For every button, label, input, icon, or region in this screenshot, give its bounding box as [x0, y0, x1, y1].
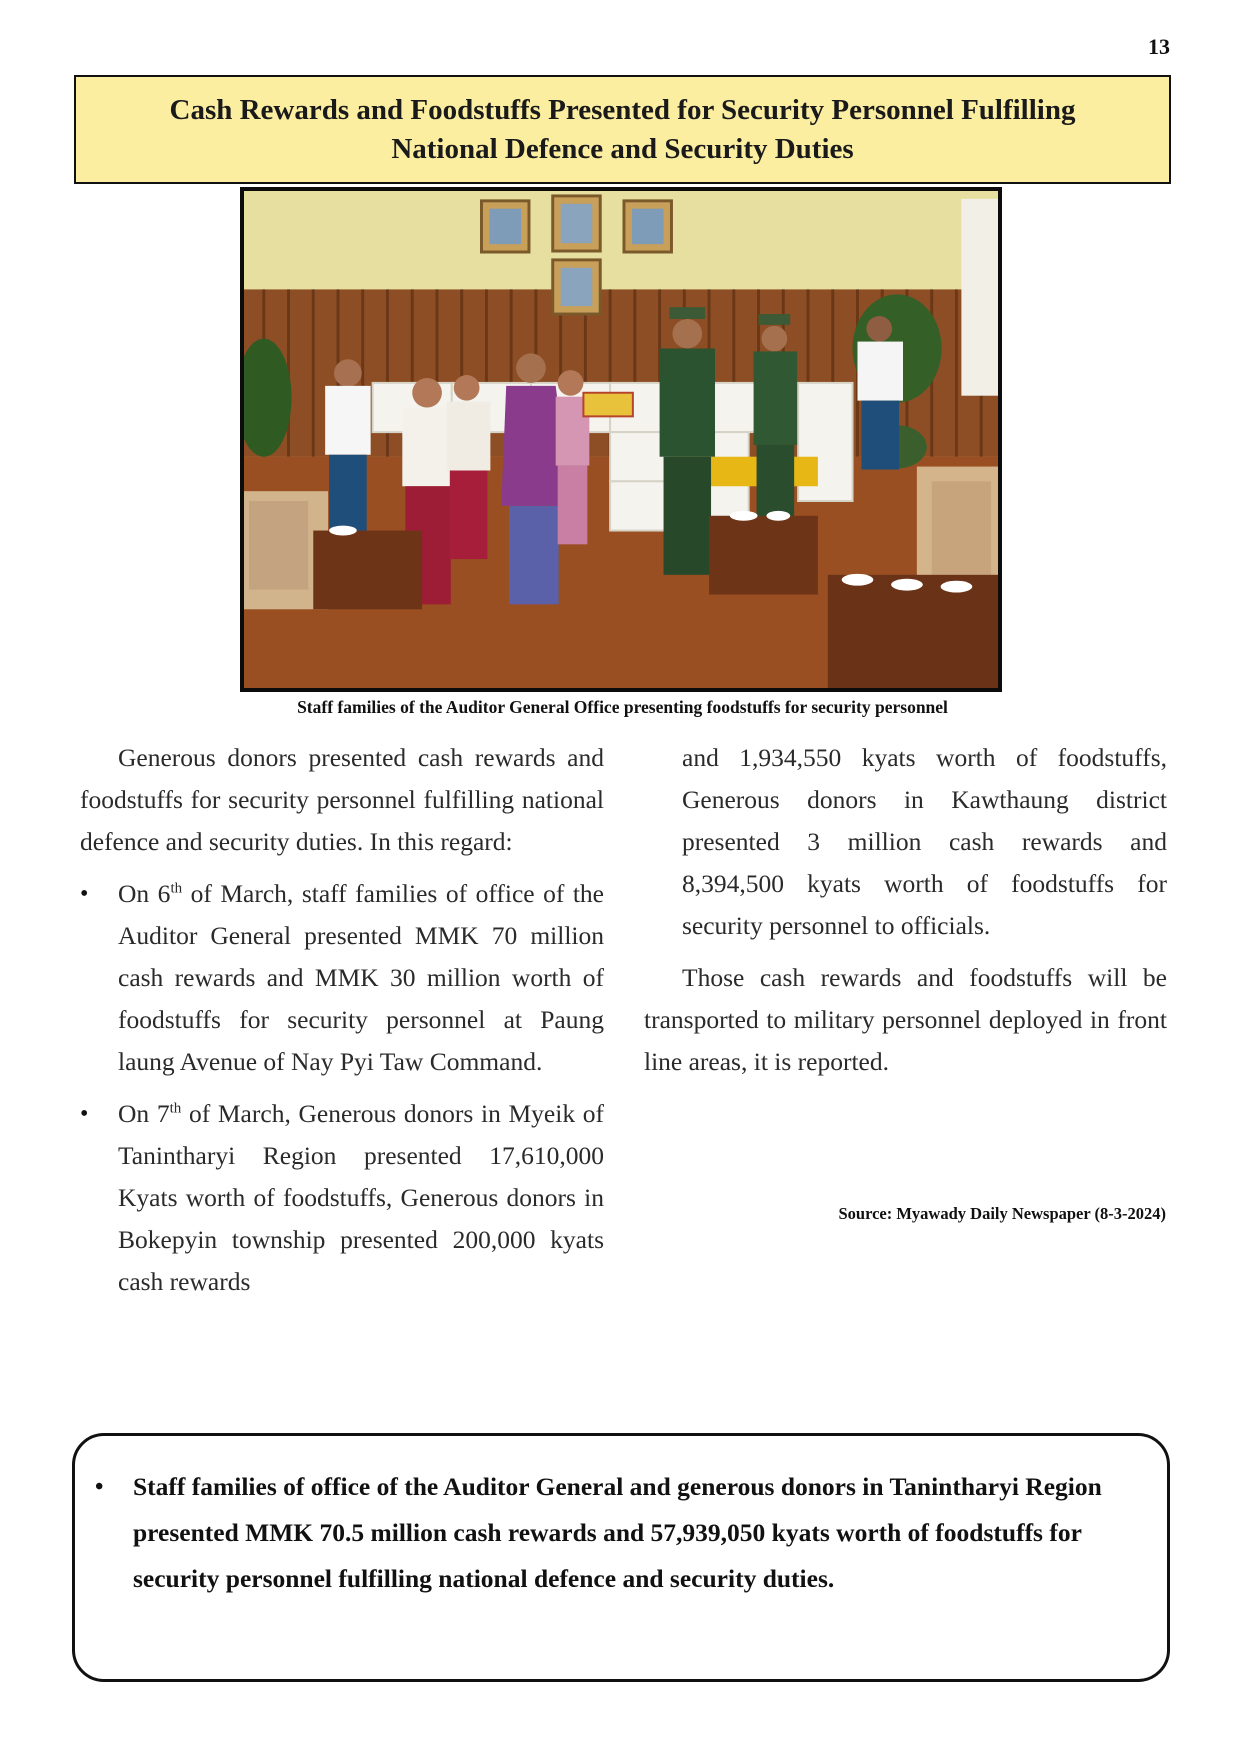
bullet-prefix: On 7: [118, 1099, 170, 1128]
bullet-text: of March, staff families of office of the Auditor General presented MMK 70 million cash rewards and MMK 30 million worth of foodstuffs for security personnel at Paung laung Avenue of Nay Pyi Taw Command.: [118, 879, 604, 1076]
side-table-left: [313, 531, 422, 610]
article-title: Cash Rewards and Foodstuffs Presented for Security Personnel Fulfilling National Defence and Security Duties: [169, 93, 1076, 165]
window: [961, 199, 998, 396]
continuation-paragraph: and 1,934,550 kyats worth of foodstuffs, Generous donors in Kawthaung district presented 3 million cash rewards and 8,394,500 kyats worth of foodstuffs for security personnel to officials.: [682, 743, 1167, 940]
side-table-right: [828, 575, 998, 688]
summary-text: • Staff families of office of the Auditor General and generous donors in Tanintharyi Region presented MMK 70.5 million cash rewards and 57,939,050 kyats worth of foodstuffs for security personnel fulfilling national defence and security duties.: [95, 1464, 1147, 1602]
ordinal-suffix: th: [170, 880, 183, 897]
gift-package: [583, 393, 632, 417]
article-photo: [240, 187, 1002, 692]
left-column: [80, 737, 604, 1303]
intro-paragraph: Generous donors presented cash rewards and foodstuffs for security personnel fulfilling national defence and security duties. In this regard:: [80, 743, 604, 856]
upper-wall: [244, 191, 998, 294]
person-white-shirt-left: [325, 359, 371, 543]
page-number: 13: [1148, 34, 1170, 59]
right-column: [644, 737, 1167, 1083]
ordinal-suffix: th: [169, 1100, 182, 1117]
ceremony-photo-illustration: [244, 191, 998, 688]
source-citation: Source: Myawady Daily Newspaper (8-3-2024): [838, 1204, 1166, 1223]
bullet-item-march-6: [80, 873, 604, 1083]
article-title-box: [74, 75, 1171, 184]
summary-box: [72, 1433, 1170, 1682]
photo-caption: Staff families of the Auditor General Office presenting foodstuffs for security personnel: [297, 697, 948, 717]
bullet-prefix: On 6: [118, 879, 171, 908]
woman-second: [447, 375, 491, 559]
closing-paragraph: Those cash rewards and foodstuffs will be transported to military personnel deployed in front line areas, it is reported.: [644, 963, 1167, 1076]
side-table-center: [709, 516, 818, 595]
bullet-item-march-7: [80, 1093, 604, 1303]
bullet-text: of March, Generous donors in Myeik of Tanintharyi Region presented 17,610,000 Kyats worth of foodstuffs, Generous donors in Bokepyin township presented 200,000 kyats cash rewards: [118, 1099, 605, 1296]
